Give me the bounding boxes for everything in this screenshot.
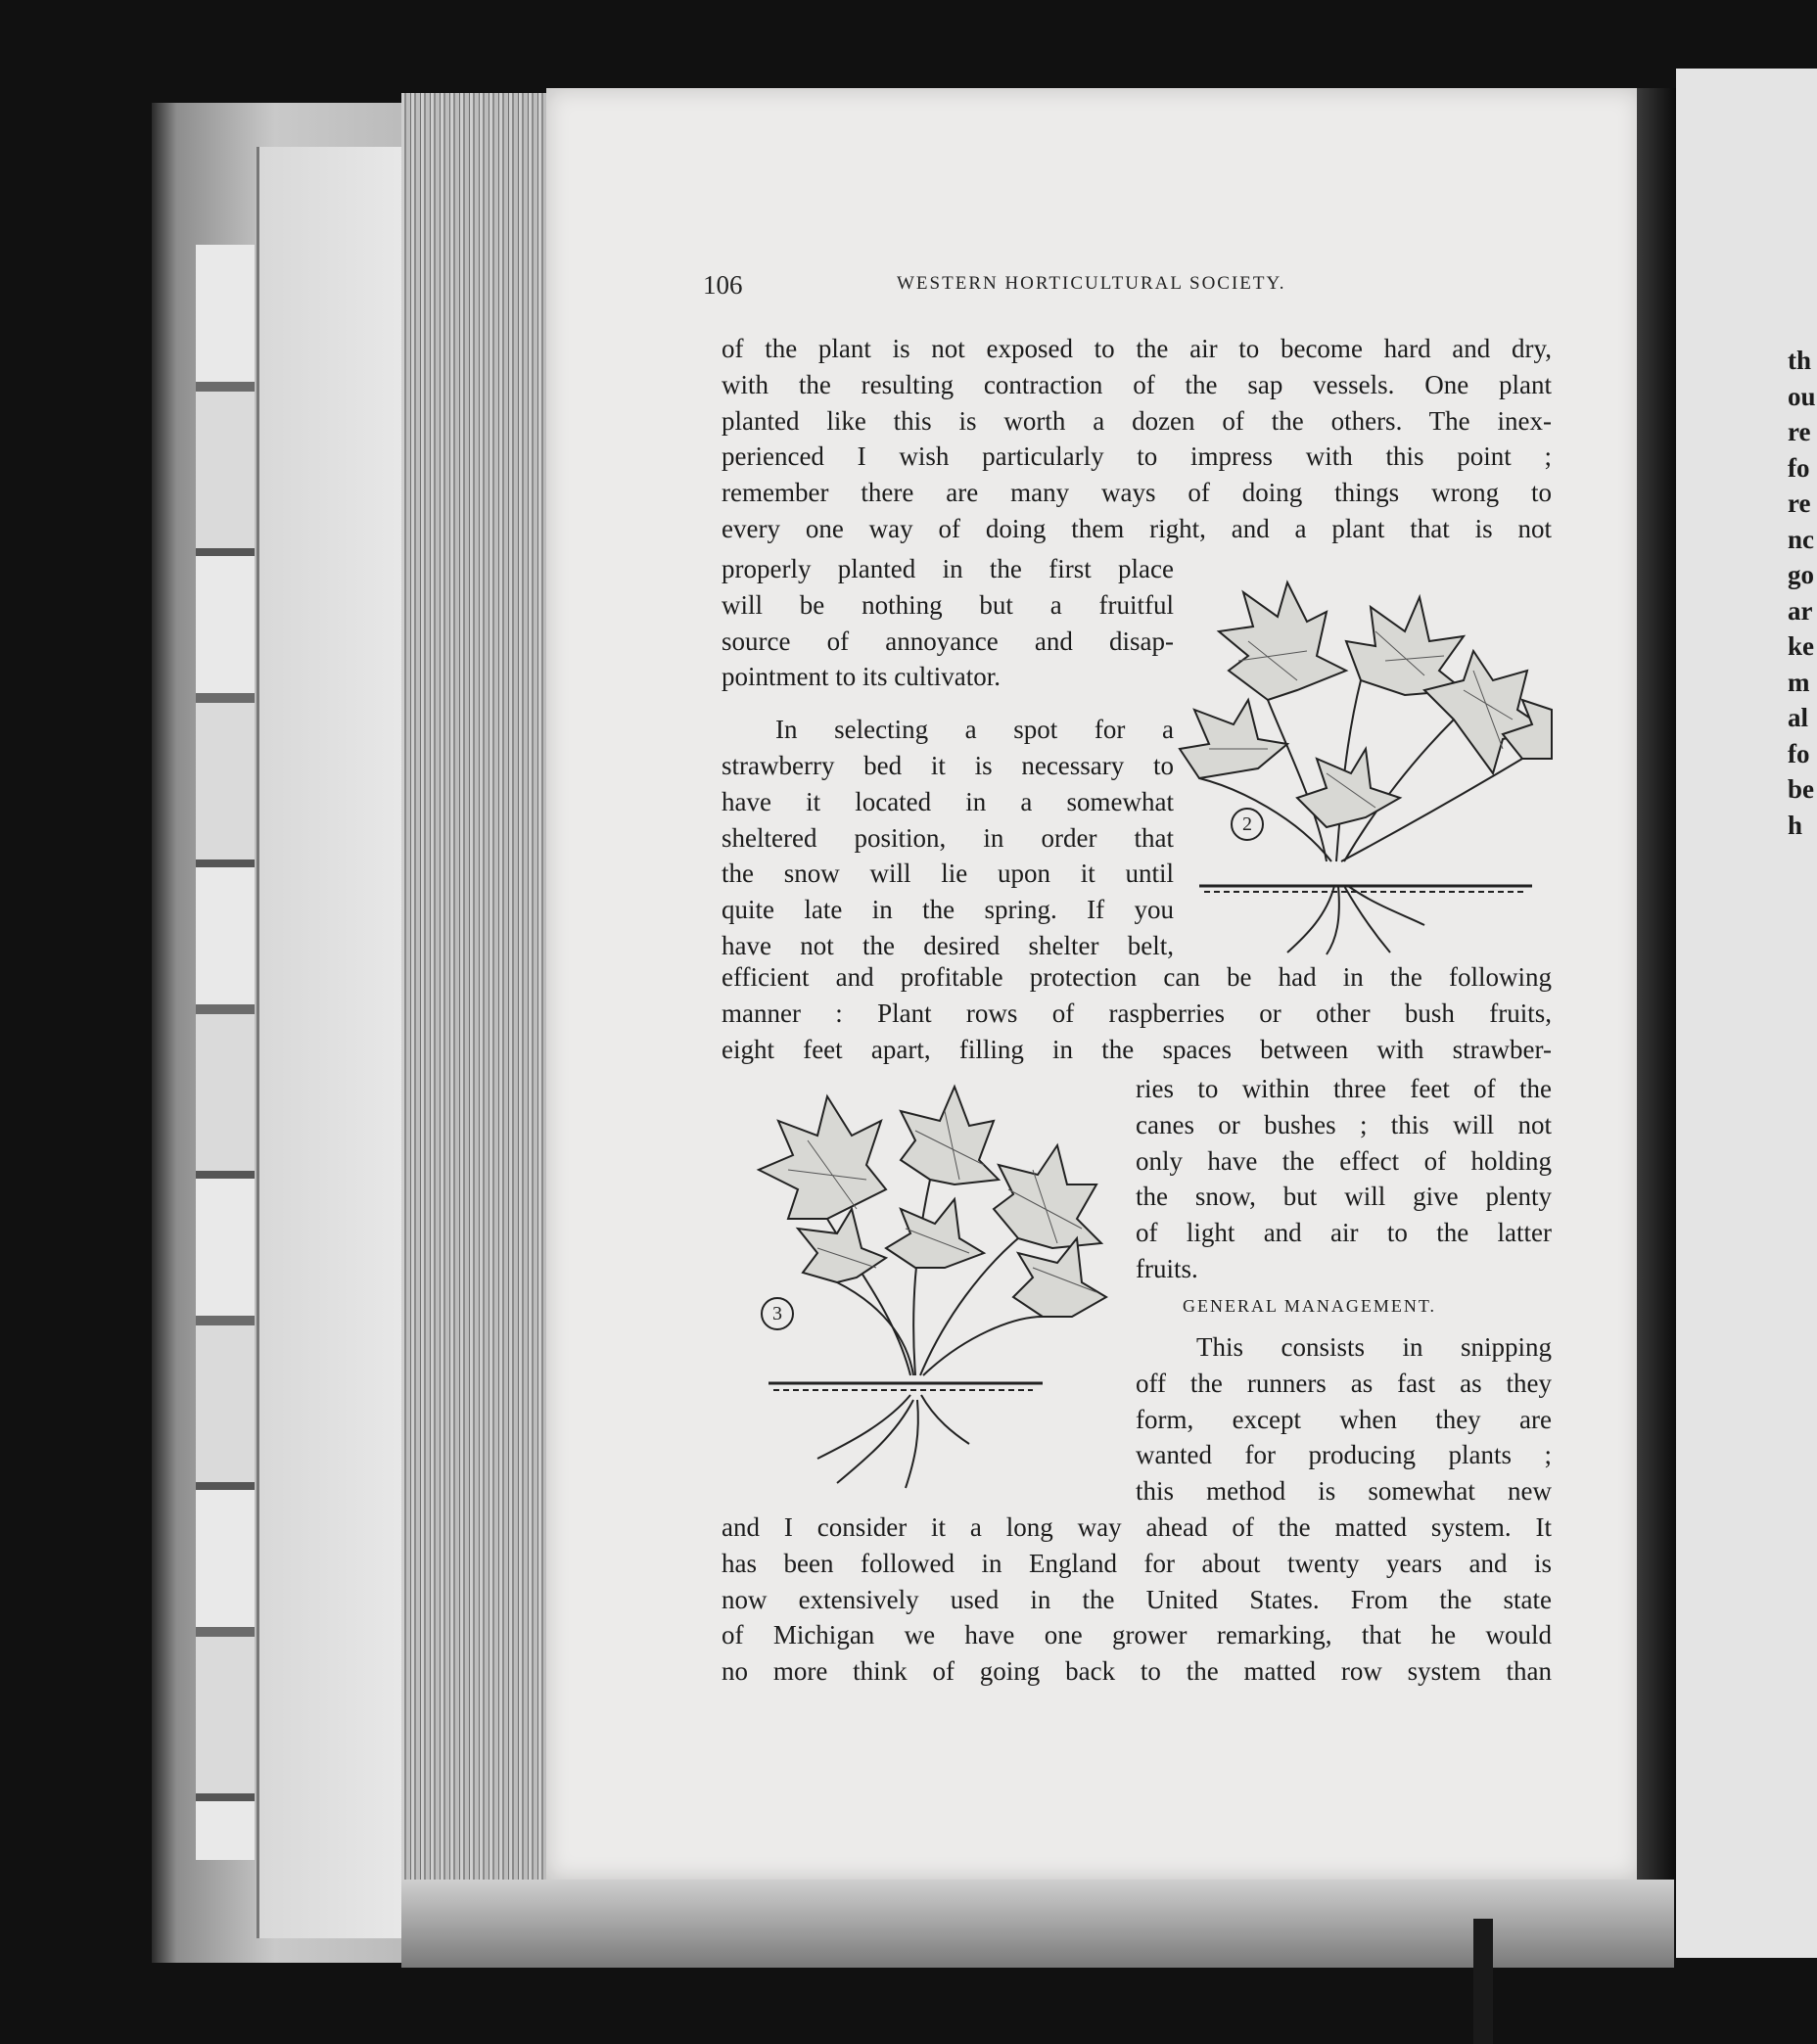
text-line: the snow will lie upon it until bbox=[722, 859, 1174, 889]
inner-leaf bbox=[256, 147, 406, 1938]
text-line: off the runners as fast as they bbox=[1136, 1368, 1552, 1398]
text-line: of the plant is not exposed to the air to become hard and dry, bbox=[722, 334, 1552, 363]
figure-label-3: 3 bbox=[761, 1297, 794, 1330]
facing-page-fragment: fo bbox=[1788, 738, 1810, 768]
figure-2-strawberry-plant bbox=[1180, 563, 1552, 954]
page-number: 106 bbox=[703, 270, 743, 300]
text-line: only have the effect of holding bbox=[1136, 1145, 1552, 1176]
facing-page-fragment: be bbox=[1788, 774, 1814, 804]
text-line: This consists in snipping bbox=[1196, 1332, 1552, 1362]
facing-page-fragment: re bbox=[1788, 417, 1811, 446]
page-header bbox=[703, 270, 1378, 302]
text-line: and I consider it a long way ahead of the matted system. It bbox=[722, 1512, 1552, 1542]
plant-illustration-2 bbox=[1180, 563, 1552, 954]
text-line: ries to within three feet of the bbox=[1136, 1074, 1552, 1103]
text-line: perienced I wish particularly to impress with this point ; bbox=[722, 441, 1552, 472]
text-line: pointment to its cultivator. bbox=[722, 662, 1001, 692]
text-line: properly planted in the first place bbox=[722, 554, 1174, 583]
bookmark-ribbon bbox=[1473, 1919, 1493, 2044]
gutter-shadow bbox=[1637, 88, 1676, 1880]
text-line: remember there are many ways of doing things wrong to bbox=[722, 478, 1552, 508]
facing-page-fragment: m bbox=[1788, 667, 1810, 697]
page-edges bbox=[401, 93, 558, 1894]
text-line: wanted for producing plants ; bbox=[1136, 1440, 1552, 1470]
facing-page-fragment: th bbox=[1788, 346, 1812, 375]
text-line: of light and air to the latter bbox=[1136, 1218, 1552, 1248]
facing-page-fragment: ar bbox=[1788, 595, 1813, 626]
text-line: no more think of going back to the matted row system than bbox=[722, 1656, 1552, 1687]
text-line: planted like this is worth a dozen of the others. The inex- bbox=[722, 405, 1552, 436]
facing-page-fragment: h bbox=[1788, 810, 1803, 840]
text-line: the snow, but will give plenty bbox=[1136, 1182, 1552, 1212]
text-line: will be nothing but a fruitful bbox=[722, 589, 1174, 620]
text-line: fruits. bbox=[1136, 1254, 1198, 1283]
text-line: this method is somewhat new bbox=[1136, 1476, 1552, 1507]
figure-3-strawberry-plant bbox=[720, 1072, 1121, 1493]
text-line: canes or bushes ; this will not bbox=[1136, 1109, 1552, 1139]
text-line: strawberry bed it is necessary to bbox=[722, 751, 1174, 780]
text-line: with the resulting contraction of the sap vessels. One plant bbox=[722, 369, 1552, 399]
text-line: efficient and profitable protection can be had in the following bbox=[722, 962, 1552, 992]
text-line: sheltered position, in order that bbox=[722, 822, 1174, 853]
facing-page-fragment: fo bbox=[1788, 452, 1810, 483]
text-line: every one way of doing them right, and a plant that is not bbox=[722, 514, 1552, 543]
text-line: of Michigan we have one grower remarking, that he would bbox=[722, 1620, 1552, 1650]
facing-page-fragment: re bbox=[1788, 488, 1811, 518]
facing-page-fragment: ke bbox=[1788, 631, 1814, 661]
facing-page-fragment: go bbox=[1788, 560, 1814, 589]
text-line: form, except when they are bbox=[1136, 1404, 1552, 1434]
figure-label-2: 2 bbox=[1231, 808, 1264, 841]
text-line: have not the desired shelter belt, bbox=[722, 931, 1174, 960]
text-line: now extensively used in the United States. From the state bbox=[722, 1584, 1552, 1614]
text-line: has been followed in England for about twenty years and is bbox=[722, 1548, 1552, 1578]
section-heading: GENERAL MANAGEMENT. bbox=[1183, 1296, 1436, 1316]
running-head: WESTERN HORTICULTURAL SOCIETY. bbox=[897, 273, 1286, 294]
text-line: manner : Plant rows of raspberries or other bush fruits, bbox=[722, 998, 1552, 1028]
text-line: eight feet apart, filling in the spaces between with strawber- bbox=[722, 1034, 1552, 1064]
text-line: have it located in a somewhat bbox=[722, 786, 1174, 816]
facing-page-fragment: nc bbox=[1788, 524, 1814, 554]
text-line: In selecting a spot for a bbox=[775, 715, 1174, 745]
text-line: quite late in the spring. If you bbox=[722, 895, 1174, 925]
page-tabs bbox=[196, 245, 255, 1860]
text-line: source of annoyance and disap- bbox=[722, 626, 1174, 656]
facing-page-fragment: ou bbox=[1788, 381, 1816, 411]
plant-illustration-3 bbox=[720, 1072, 1121, 1493]
facing-page-fragment: al bbox=[1788, 703, 1809, 732]
